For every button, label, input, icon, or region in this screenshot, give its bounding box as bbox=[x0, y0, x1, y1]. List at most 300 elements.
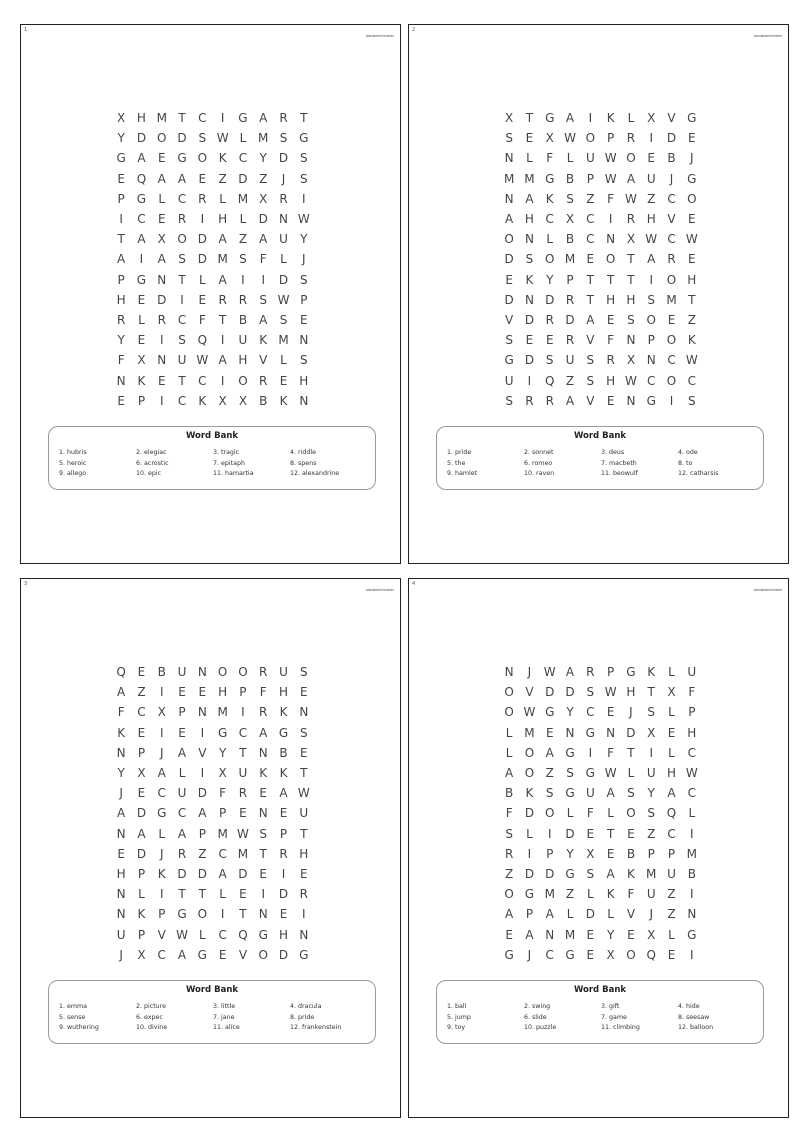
grid-letter: K bbox=[525, 272, 534, 287]
grid-letter: S bbox=[586, 685, 595, 700]
grid-letter: K bbox=[259, 766, 268, 781]
grid-letter: Q bbox=[116, 665, 126, 680]
grid-letter: L bbox=[505, 725, 513, 740]
grid-letter: U bbox=[687, 665, 697, 680]
grid-letter: O bbox=[524, 766, 535, 781]
grid-letter: H bbox=[626, 292, 636, 307]
grid-letter: U bbox=[667, 866, 676, 881]
grid-letter: I bbox=[302, 191, 306, 206]
grid-letter: N bbox=[116, 745, 126, 760]
grid-letter: S bbox=[279, 312, 288, 327]
grid-letter: D bbox=[524, 866, 535, 881]
grid-letter: X bbox=[505, 111, 514, 126]
grid-letter: E bbox=[198, 171, 207, 186]
grid-letter: E bbox=[117, 171, 125, 186]
grid-letter: W bbox=[216, 131, 229, 146]
grid-letter: N bbox=[606, 725, 616, 740]
word-bank bbox=[436, 980, 764, 1044]
grid-letter: F bbox=[688, 685, 696, 700]
grid-letter: N bbox=[606, 232, 616, 247]
grid-letter: H bbox=[606, 373, 616, 388]
grid-letter: H bbox=[218, 685, 228, 700]
grid-letter: L bbox=[668, 665, 675, 680]
grid-letter: N bbox=[258, 907, 268, 922]
grid-letter: N bbox=[116, 907, 126, 922]
grid-letter: H bbox=[687, 725, 697, 740]
grid-letter: F bbox=[505, 806, 513, 821]
grid-letter: E bbox=[300, 312, 308, 327]
grid-letter: N bbox=[504, 665, 514, 680]
grid-letter: T bbox=[178, 373, 186, 388]
word-bank-item: 11. beowulf bbox=[601, 470, 638, 477]
word-bank-item: 8. pride bbox=[290, 1013, 315, 1021]
grid-letter: X bbox=[647, 111, 656, 126]
grid-letter: A bbox=[606, 866, 615, 881]
grid-letter: E bbox=[178, 685, 186, 700]
grid-letter: M bbox=[503, 171, 515, 186]
grid-letter: D bbox=[545, 685, 555, 700]
grid-letter: A bbox=[606, 786, 615, 801]
word-bank-item: 6. acrostic bbox=[136, 459, 169, 467]
word-bank-item: 1. ball bbox=[447, 1003, 467, 1010]
grid-letter: N bbox=[626, 393, 636, 408]
grid-letter: U bbox=[565, 353, 575, 368]
grid-letter: C bbox=[198, 111, 207, 126]
grid-letter: N bbox=[116, 373, 126, 388]
grid-letter: E bbox=[627, 927, 635, 942]
grid-letter: D bbox=[565, 826, 575, 841]
grid-letter: T bbox=[178, 887, 186, 902]
grid-letter: C bbox=[137, 705, 146, 720]
grid-letter: O bbox=[626, 151, 636, 166]
word-bank-item: 9. allego bbox=[59, 470, 87, 477]
grid-letter: L bbox=[668, 745, 675, 760]
grid-letter: A bbox=[218, 866, 227, 881]
grid-letter: A bbox=[137, 151, 146, 166]
grid-letter: A bbox=[667, 786, 676, 801]
grid-letter: A bbox=[218, 353, 227, 368]
grid-letter: X bbox=[626, 353, 636, 368]
grid-letter: B bbox=[505, 786, 514, 801]
grid-letter: L bbox=[138, 887, 145, 902]
grid-letter: T bbox=[647, 685, 655, 700]
grid-letter: D bbox=[524, 353, 535, 368]
grid-letter: R bbox=[218, 292, 227, 307]
grid-letter: F bbox=[607, 333, 615, 348]
word-bank-item: 11. hamartia bbox=[213, 470, 254, 477]
grid-letter: C bbox=[177, 312, 187, 327]
page-number: 3 bbox=[24, 581, 28, 587]
grid-letter: P bbox=[117, 191, 125, 206]
grid-letter: A bbox=[525, 191, 534, 206]
grid-letter: S bbox=[586, 866, 595, 881]
grid-letter: E bbox=[505, 272, 513, 287]
grid-letter: A bbox=[647, 252, 656, 267]
grid-letter: A bbox=[177, 826, 187, 841]
grid-letter: C bbox=[218, 846, 227, 861]
grid-letter: E bbox=[586, 826, 595, 841]
grid-letter: U bbox=[177, 786, 187, 801]
grid-letter: V bbox=[505, 312, 514, 327]
word-bank-item: 12. alexandrine bbox=[290, 470, 340, 477]
grid-letter: T bbox=[178, 111, 186, 126]
grid-letter: I bbox=[588, 111, 593, 126]
grid-letter: S bbox=[505, 333, 513, 348]
grid-letter: P bbox=[688, 705, 696, 720]
grid-letter: C bbox=[687, 745, 697, 760]
word-bank-item: 7. game bbox=[601, 1013, 627, 1021]
grid-letter: S bbox=[545, 353, 554, 368]
grid-letter: D bbox=[177, 866, 187, 881]
grid-letter: I bbox=[200, 212, 205, 227]
grid-letter: E bbox=[300, 685, 308, 700]
grid-letter: A bbox=[218, 232, 227, 247]
word-bank-list bbox=[447, 449, 757, 481]
grid-letter: H bbox=[279, 685, 289, 700]
grid-letter: D bbox=[278, 947, 289, 962]
grid-letter: R bbox=[525, 393, 534, 408]
word-bank-item: 5. sense bbox=[59, 1013, 86, 1021]
grid-letter: F bbox=[607, 745, 615, 760]
grid-letter: U bbox=[646, 171, 656, 186]
grid-letter: F bbox=[219, 786, 227, 801]
grid-letter: Z bbox=[586, 191, 595, 206]
grid-letter: A bbox=[177, 171, 187, 186]
grid-letter: S bbox=[566, 766, 574, 781]
grid-letter: O bbox=[504, 705, 514, 720]
grid-letter: S bbox=[239, 252, 247, 267]
grid-letter: E bbox=[525, 131, 534, 146]
grid-letter: W bbox=[624, 191, 637, 206]
grid-letter: G bbox=[585, 766, 595, 781]
grid-letter: P bbox=[117, 272, 125, 287]
grid-letter: O bbox=[605, 252, 616, 267]
word-bank-item: 5. jump bbox=[447, 1013, 471, 1021]
grid-letter: O bbox=[197, 151, 208, 166]
grid-letter: N bbox=[157, 272, 167, 287]
grid-letter: T bbox=[606, 272, 615, 287]
grid-letter: I bbox=[220, 111, 225, 126]
grid-letter: U bbox=[238, 766, 248, 781]
grid-letter: O bbox=[524, 745, 535, 760]
grid-letter: T bbox=[178, 272, 186, 287]
grid-letter: P bbox=[239, 685, 247, 700]
grid-letter: T bbox=[300, 826, 308, 841]
grid-letter: P bbox=[178, 705, 186, 720]
grid-letter: G bbox=[565, 866, 575, 881]
word-bank bbox=[436, 426, 764, 490]
grid-letter: E bbox=[259, 866, 268, 881]
grid-letter: A bbox=[545, 907, 554, 922]
grid-letter: A bbox=[157, 171, 166, 186]
grid-letter: Z bbox=[218, 171, 227, 186]
grid-letter: P bbox=[279, 826, 288, 841]
grid-letter: B bbox=[157, 665, 166, 680]
grid-letter: J bbox=[629, 705, 633, 720]
grid-letter: E bbox=[137, 292, 146, 307]
grid-letter: O bbox=[646, 312, 656, 327]
grid-letter: Q bbox=[646, 947, 656, 962]
grid-letter: E bbox=[606, 393, 615, 408]
grid-letter: L bbox=[627, 111, 635, 126]
word-bank-item: 10. raven bbox=[524, 470, 555, 477]
word-bank-item: 1. hubris bbox=[59, 449, 87, 456]
grid-letter: E bbox=[157, 151, 166, 166]
grid-letter: G bbox=[545, 111, 555, 126]
letter-grid bbox=[499, 108, 702, 411]
grid-letter: D bbox=[197, 866, 207, 881]
grid-letter: P bbox=[158, 907, 166, 922]
grid-letter: A bbox=[137, 232, 146, 247]
grid-letter: U bbox=[279, 232, 288, 247]
grid-letter: G bbox=[217, 725, 228, 740]
grid-letter: W bbox=[543, 665, 556, 680]
grid-letter: O bbox=[666, 333, 677, 348]
grid-letter: S bbox=[647, 806, 656, 821]
grid-letter: M bbox=[258, 131, 269, 146]
grid-letter: E bbox=[117, 846, 125, 861]
grid-letter: H bbox=[238, 353, 248, 368]
grid-letter: N bbox=[646, 353, 656, 368]
grid-letter: E bbox=[606, 312, 615, 327]
grid-letter: G bbox=[626, 665, 636, 680]
grid-letter: I bbox=[527, 373, 532, 388]
grid-letter: T bbox=[218, 312, 227, 327]
grid-letter: W bbox=[685, 232, 698, 247]
grid-letter: V bbox=[525, 685, 534, 700]
grid-letter: O bbox=[197, 907, 208, 922]
grid-letter: D bbox=[238, 866, 248, 881]
word-bank-item: 1. emma bbox=[59, 1003, 88, 1010]
grid-letter: I bbox=[159, 887, 164, 902]
grid-letter: S bbox=[300, 353, 308, 368]
grid-letter: G bbox=[687, 927, 697, 942]
grid-letter: F bbox=[607, 191, 615, 206]
grid-letter: I bbox=[200, 766, 205, 781]
grid-letter: O bbox=[217, 665, 228, 680]
grid-letter: E bbox=[667, 947, 676, 962]
grid-letter: M bbox=[237, 846, 249, 861]
grid-letter: O bbox=[238, 373, 248, 388]
grid-letter: S bbox=[525, 252, 534, 267]
grid-letter: Z bbox=[259, 171, 268, 186]
grid-letter: O bbox=[545, 252, 555, 267]
grid-letter: C bbox=[687, 373, 697, 388]
grid-letter: L bbox=[668, 927, 675, 942]
grid-letter: A bbox=[117, 252, 126, 267]
grid-letter: T bbox=[606, 826, 615, 841]
grid-letter: X bbox=[606, 947, 615, 962]
grid-letter: S bbox=[627, 312, 635, 327]
grid-letter: M bbox=[217, 252, 228, 267]
grid-letter: W bbox=[645, 232, 658, 247]
grid-letter: L bbox=[688, 806, 696, 821]
grid-letter: Z bbox=[505, 866, 514, 881]
grid-letter: H bbox=[646, 212, 656, 227]
grid-letter: O bbox=[585, 131, 596, 146]
grid-letter: H bbox=[687, 272, 697, 287]
grid-letter: S bbox=[300, 171, 308, 186]
grid-letter: K bbox=[259, 333, 268, 348]
grid-letter: A bbox=[586, 312, 595, 327]
grid-letter: L bbox=[668, 705, 675, 720]
grid-letter: P bbox=[198, 826, 206, 841]
grid-letter: Z bbox=[647, 191, 656, 206]
word-bank-item: 3. tragic bbox=[213, 449, 240, 456]
grid-letter: T bbox=[688, 292, 696, 307]
word-bank-list bbox=[447, 1003, 757, 1035]
letter-grid bbox=[499, 662, 702, 965]
grid-letter: J bbox=[281, 171, 286, 186]
grid-letter: U bbox=[646, 766, 656, 781]
grid-letter: C bbox=[157, 786, 166, 801]
grid-letter: O bbox=[238, 665, 248, 680]
grid-letter: G bbox=[504, 353, 514, 368]
grid-letter: X bbox=[137, 766, 146, 781]
grid-letter: G bbox=[545, 705, 555, 720]
grid-letter: M bbox=[237, 191, 249, 206]
grid-letter: I bbox=[241, 272, 245, 287]
grid-letter: I bbox=[669, 393, 674, 408]
grid-letter: E bbox=[239, 806, 247, 821]
grid-letter: A bbox=[117, 685, 126, 700]
grid-letter: K bbox=[687, 333, 696, 348]
grid-letter: L bbox=[219, 887, 226, 902]
page-number: 2 bbox=[412, 27, 416, 33]
grid-letter: J bbox=[690, 151, 694, 166]
word-bank-item: 4. dracula bbox=[290, 1003, 322, 1010]
grid-letter: L bbox=[526, 826, 533, 841]
grid-letter: R bbox=[586, 665, 595, 680]
grid-letter: S bbox=[647, 292, 656, 307]
grid-letter: A bbox=[505, 212, 514, 227]
grid-letter: N bbox=[565, 725, 575, 740]
grid-letter: M bbox=[564, 927, 576, 942]
grid-letter: N bbox=[157, 353, 167, 368]
grid-letter: C bbox=[647, 373, 656, 388]
grid-letter: E bbox=[606, 705, 615, 720]
grid-letter: G bbox=[504, 947, 514, 962]
grid-letter: R bbox=[259, 665, 268, 680]
page-number: 4 bbox=[412, 581, 416, 587]
grid-letter: N bbox=[197, 665, 207, 680]
grid-letter: C bbox=[667, 353, 676, 368]
grid-letter: L bbox=[566, 151, 574, 166]
grid-letter: D bbox=[504, 292, 514, 307]
grid-letter: X bbox=[626, 232, 636, 247]
grid-letter: X bbox=[157, 705, 166, 720]
grid-letter: N bbox=[504, 191, 514, 206]
grid-letter: Y bbox=[117, 131, 125, 146]
grid-letter: A bbox=[259, 312, 268, 327]
grid-letter: P bbox=[647, 846, 655, 861]
grid-letter: P bbox=[586, 171, 594, 186]
grid-letter: N bbox=[258, 745, 268, 760]
grid-letter: W bbox=[176, 927, 188, 942]
grid-letter: W bbox=[523, 705, 536, 720]
grid-letter: G bbox=[299, 131, 309, 146]
grid-letter: D bbox=[157, 292, 167, 307]
grid-letter: X bbox=[647, 725, 656, 740]
grid-letter: W bbox=[604, 766, 617, 781]
grid-letter: L bbox=[239, 212, 247, 227]
grid-letter: V bbox=[586, 333, 595, 348]
grid-letter: E bbox=[688, 252, 696, 267]
grid-letter: K bbox=[279, 705, 288, 720]
grid-letter: O bbox=[687, 191, 697, 206]
grid-letter: U bbox=[299, 806, 309, 821]
grid-letter: D bbox=[524, 312, 535, 327]
grid-letter: H bbox=[116, 866, 126, 881]
grid-letter: C bbox=[218, 927, 227, 942]
grid-letter: N bbox=[299, 927, 309, 942]
grid-letter: R bbox=[116, 312, 126, 327]
grid-letter: S bbox=[178, 333, 186, 348]
grid-letter: C bbox=[545, 212, 554, 227]
grid-letter: P bbox=[566, 272, 574, 287]
grid-letter: A bbox=[259, 232, 268, 247]
grid-letter: A bbox=[525, 927, 534, 942]
grid-letter: D bbox=[565, 312, 575, 327]
grid-letter: K bbox=[117, 725, 126, 740]
grid-letter: D bbox=[197, 252, 207, 267]
grid-letter: F bbox=[546, 151, 554, 166]
grid-letter: M bbox=[524, 171, 535, 186]
grid-letter: G bbox=[565, 947, 575, 962]
grid-letter: S bbox=[627, 786, 635, 801]
letter-grid bbox=[111, 662, 314, 965]
grid-letter: D bbox=[238, 171, 248, 186]
grid-letter: L bbox=[239, 131, 247, 146]
grid-letter: G bbox=[524, 887, 535, 902]
grid-letter: E bbox=[300, 745, 308, 760]
grid-letter: H bbox=[279, 927, 289, 942]
word-bank-item: 12. balloon bbox=[678, 1024, 714, 1031]
grid-letter: X bbox=[667, 685, 676, 700]
grid-letter: D bbox=[197, 232, 207, 247]
grid-letter: S bbox=[505, 131, 513, 146]
grid-letter: C bbox=[238, 151, 248, 166]
grid-letter: R bbox=[504, 846, 514, 861]
grid-letter: U bbox=[177, 665, 187, 680]
grid-letter: K bbox=[218, 151, 227, 166]
grid-letter: E bbox=[279, 907, 288, 922]
grid-letter: V bbox=[157, 927, 166, 942]
grid-letter: X bbox=[117, 111, 126, 126]
grid-letter: H bbox=[667, 766, 677, 781]
grid-letter: V bbox=[667, 212, 676, 227]
page-header: wordsearchmaker bbox=[365, 588, 394, 592]
grid-letter: K bbox=[647, 665, 656, 680]
grid-letter: G bbox=[238, 111, 248, 126]
grid-letter: Z bbox=[667, 887, 676, 902]
grid-letter: E bbox=[137, 725, 146, 740]
grid-letter: R bbox=[177, 846, 187, 861]
grid-letter: A bbox=[545, 745, 554, 760]
word-bank-item: 10. epic bbox=[136, 470, 162, 477]
grid-letter: H bbox=[299, 846, 309, 861]
grid-letter: E bbox=[525, 333, 534, 348]
grid-letter: P bbox=[525, 907, 534, 922]
grid-letter: T bbox=[300, 766, 308, 781]
grid-letter: X bbox=[647, 927, 656, 942]
grid-letter: N bbox=[545, 927, 555, 942]
grid-letter: C bbox=[238, 725, 248, 740]
grid-letter: L bbox=[526, 151, 533, 166]
grid-letter: G bbox=[545, 171, 555, 186]
grid-letter: I bbox=[302, 907, 306, 922]
grid-letter: Z bbox=[667, 907, 676, 922]
